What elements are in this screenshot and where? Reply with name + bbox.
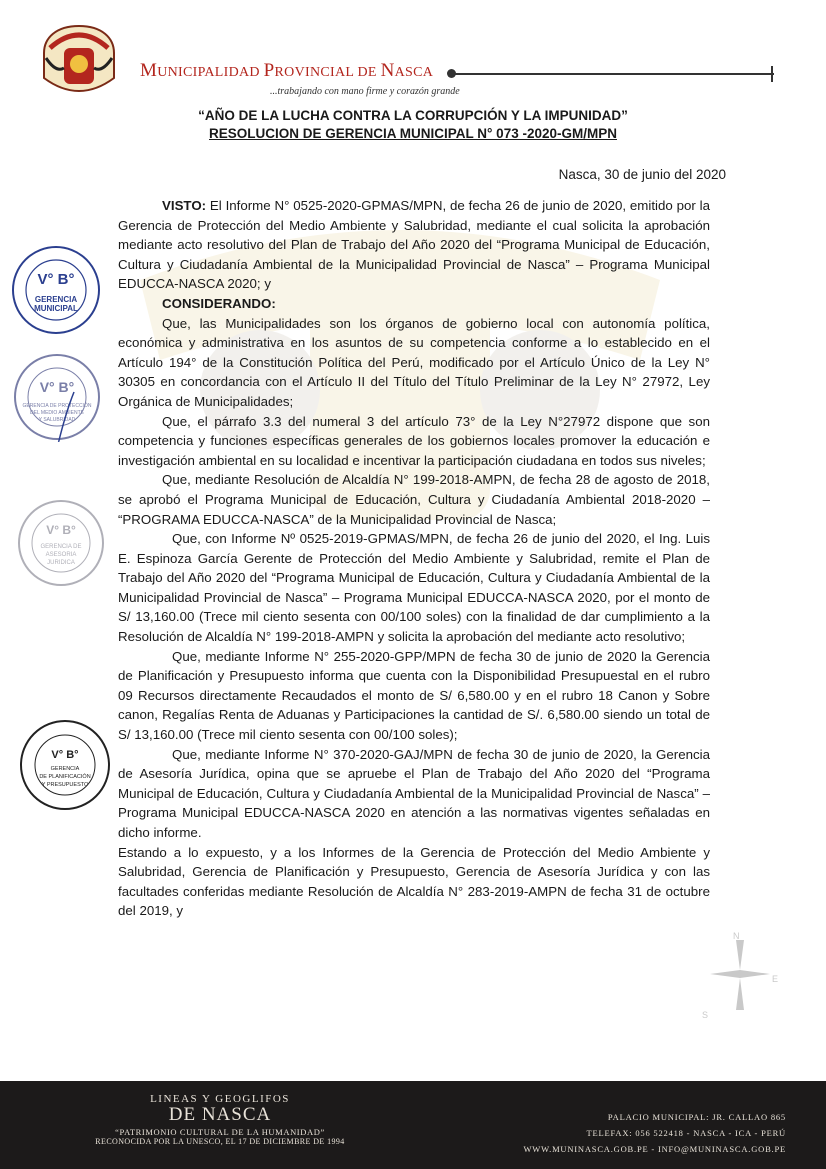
visto-paragraph: [118, 196, 710, 294]
svg-text:N: N: [733, 931, 740, 941]
svg-text:V° B°: V° B°: [46, 523, 76, 537]
footer-heritage-line2: DE NASCA: [168, 1104, 272, 1125]
document-date: Nasca, 30 de junio del 2020: [558, 167, 726, 182]
paragraph-3: Que, mediante Resolución de Alcaldía N° 199-2018-AMPN, de fecha 28 de agosto de 2018, se aprobó el Programa Municipal de Educación, Cultura y Ciudadanía Ambiental 2018-2020 – “PROGRAMA EDUCCA-NASCA” de la Municipalidad Provincial de Nasca;: [118, 472, 710, 527]
resolution-title: RESOLUCION DE GERENCIA MUNICIPAL N° 073 -2020-GM/MPN: [209, 126, 617, 141]
svg-text:JURIDICA: JURIDICA: [47, 560, 75, 566]
paragraph-7: Estando a lo expuesto, y a los Informes de la Gerencia de Protección del Medio Ambiente y Salubridad, Gerencia de Planificación y Presupuesto, Gerencia de Asesoría Jurídica y con las facultades conferidas mediante Resolución de Alcaldía N° 283-2019-AMPN de fecha 31 de octubre del 2019, y: [118, 844, 710, 919]
visto-label: VISTO:: [162, 198, 207, 213]
footer-phone: TELEFAX: 056 522418 - NASCA - ICA - PERÚ: [586, 1128, 786, 1138]
stamp-gerencia-municipal: [10, 244, 102, 336]
svg-text:GERENCIA DE: GERENCIA DE: [40, 544, 82, 550]
paragraph-6: Que, mediante Informe N° 370-2020-GAJ/MPN de fecha 30 de junio de 2020, la Gerencia de Asesoría Jurídica, opina que se apruebe el Plan de Trabajo del Año 2020 del “Programa Municipal de Educación, Cultura y Ciudadanía Ambiental de la Municipalidad Provincial de Nasca” – Programa Municipal EDUCCA-NASCA 2020 en atención a las normativas vigentes señaladas en dicho informe.: [118, 746, 710, 840]
svg-text:ASESORIA: ASESORIA: [45, 552, 77, 558]
svg-text:DEL MEDIO AMBIENTE: DEL MEDIO AMBIENTE: [30, 410, 84, 416]
municipality-logo: [36, 18, 122, 104]
paragraph-4: Que, con Informe Nº 0525-2019-GPMAS/MPN, de fecha 26 de junio del 2020, el Ing. Luis E. Espinoza García Gerente de Protección del Medio Ambiente y Salubridad, remite el Plan de Trabajo del Año 2020 del “Programa Municipal de Educación, Cultura y Ciudadanía Ambiental de la Municipalidad Provincial de Nasca” – Programa Municipal EDUCCA-NASCA 2020, por el monto de S/ 13,160.00 (Trece mil ciento sesenta con 00/100 soles) con la finalidad de dar cumplimiento a la Resolución de Alcaldía N° 199-2018-AMPN y solicita la aprobación del mediante acto resolutivo;: [118, 531, 710, 645]
paragraph-5: Que, mediante Informe N° 255-2020-GPP/MPN de fecha 30 de junio de 2020 la Gerencia de Planificación y Presupuesto informa que cuenta con la Disponibilidad Presupuestal en el rubro 09 Recursos directamente Recaudados el monto de S/ 6,580.00 y en el rubro 18 Canon y Sobre canon, Regalías Renta de Aduanas y Participaciones la cantidad de S/. 6,580.00 siendo un total de S/ 13,160.00 (Trece mil ciento sesenta con 00/100 soles);: [118, 648, 710, 743]
svg-text:V° B°: V° B°: [51, 749, 79, 761]
municipality-name: MUNICIPALIDAD PROVINCIAL DE NASCA: [140, 60, 434, 81]
stamp-asesoria-juridica: [16, 498, 106, 588]
municipality-slogan: ...trabajando con mano firme y corazón grande: [270, 86, 460, 97]
footer-heritage-line3: “PATRIMONIO CULTURAL DE LA HUMANIDAD”: [115, 1127, 325, 1137]
header-rule-end: [771, 66, 773, 82]
svg-text:GERENCIA DE PROTECCIÓN: GERENCIA DE PROTECCIÓN: [22, 403, 92, 409]
header-rule: [452, 73, 774, 75]
paragraph-2: Que, el párrafo 3.3 del numeral 3 del artículo 73° de la Ley N°27972 dispone que son competencia y funciones específicas generales de los gobiernos locales promover la educación e investigación ambiental en su localidad e incentivar la participación ciudadana en todos sus niveles;: [118, 413, 710, 468]
considerando-heading: CONSIDERANDO:: [162, 295, 276, 311]
svg-text:GERENCIA: GERENCIA: [50, 766, 80, 772]
footer-heritage-line4: RECONOCIDA POR LA UNESCO, EL 17 DE DICIEMBRE DE 1994: [95, 1137, 345, 1146]
svg-text:V° B°: V° B°: [39, 379, 75, 395]
footer-heritage-line1: LINEAS Y GEOGLIFOS: [150, 1093, 290, 1105]
svg-text:V° B°: V° B°: [37, 271, 75, 288]
footer-heritage: [40, 1093, 400, 1146]
svg-text:E: E: [772, 974, 779, 984]
document-body: [118, 196, 710, 921]
footer-contact: [486, 1109, 786, 1157]
svg-text:Y PRESUPUESTO: Y PRESUPUESTO: [41, 782, 89, 788]
svg-text:MUNICIPAL: MUNICIPAL: [34, 304, 78, 313]
svg-text:Y SALUBRIDAD: Y SALUBRIDAD: [38, 417, 76, 423]
paragraph-1: Que, las Municipalidades son los órganos de gobierno local con autonomía política, económica y administrativa en los asuntos de su competencia conforme a lo establecido en el Artículo 194° de la Constitución Política del Perú, modificado por el Artículo Único de la Ley N° 30305 en concordancia con el Artículo II del Título del Título Preliminar de la Ley N° 27972, Ley Orgánica de Municipalidades;: [118, 315, 710, 409]
footer-web: WWW.MUNINASCA.GOB.PE - INFO@MUNINASCA.GOB.PE: [523, 1144, 786, 1154]
compass-icon: [700, 930, 780, 1020]
footer-address: PALACIO MUNICIPAL: JR. CALLAO 865: [607, 1112, 786, 1122]
visto-text: El Informe N° 0525-2020-GPMAS/MPN, de fecha 26 de junio de 2020, emitido por la Gerencia de Protección del Medio Ambiente y Salubridad, mediante el cual solicita la aprobación mediante acto resolutivo del Plan de Trabajo del Año 2020 del “Programa Municipal de Educación, Cultura y Ciudadanía Ambiental de la Municipalidad Provincial de Nasca” – Programa Municipal EDUCCA-NASCA 2020; y: [118, 198, 710, 292]
stamp-gerencia-medio-ambiente: [12, 352, 102, 442]
svg-text:S: S: [702, 1010, 709, 1020]
svg-text:DE PLANIFICACIÓN: DE PLANIFICACIÓN: [39, 774, 91, 780]
year-title: “AÑO DE LA LUCHA CONTRA LA CORRUPCIÓN Y LA IMPUNIDAD”: [198, 108, 628, 123]
stamp-planificacion-presupuesto: [18, 718, 112, 812]
svg-text:GERENCIA: GERENCIA: [34, 295, 78, 304]
